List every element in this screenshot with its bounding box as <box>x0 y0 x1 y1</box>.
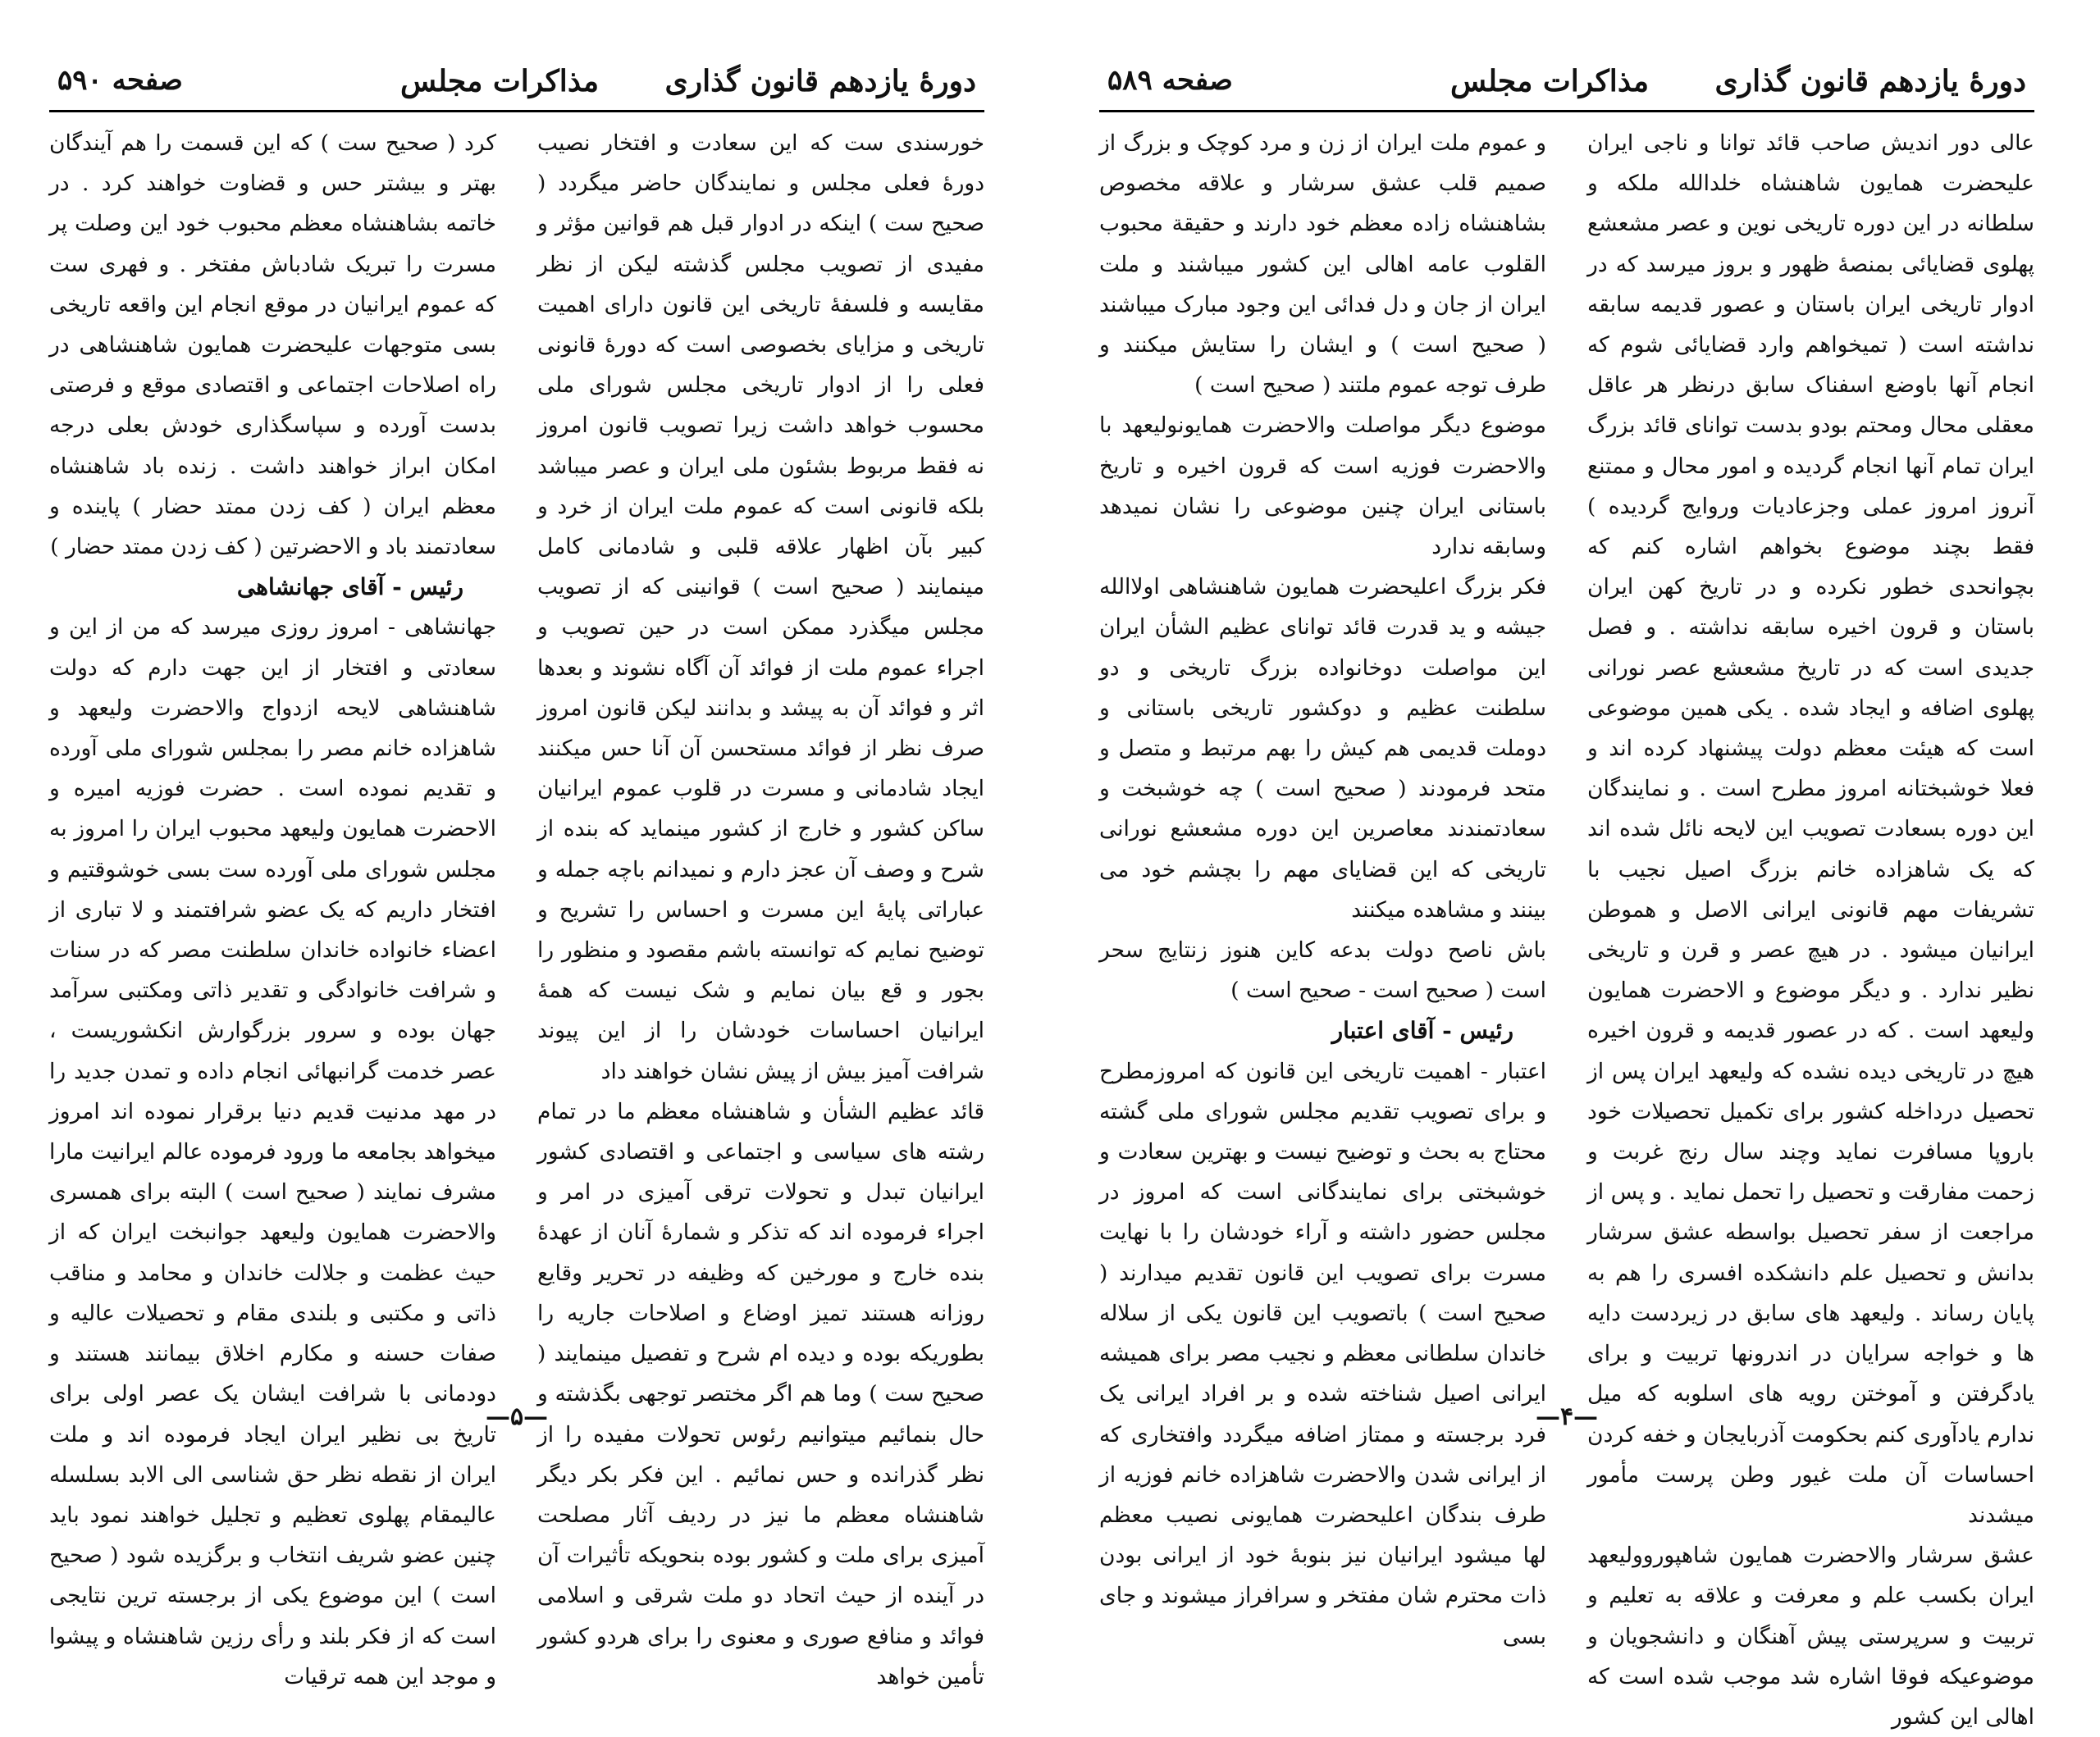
session-title: دورهٔ یازدهم قانون گذاری <box>664 64 976 98</box>
publication-title: مذاکرات مجلس <box>1450 64 1649 98</box>
paragraph: فکر بزرگ اعلیحضرت همایون شاهنشاهی اولاالله جیشه و ید قدرت قائد توانای عظیم الشأن ایران این مواصلت دوخانواده بزرگ تاریخی و دو سلطنت عظیم و دوکشور تاریخی باستانی و دوملت قدیمی هم کیش را بهم مرتبط و متصل و متحد فرمودند ( صحیح است ) چه خوشبخت و سعادتمندند معاصرین این دوره مشعشع نورانی تاریخی که این قضایای مهم را بچشم خود می بینند و مشاهده میکنند <box>1099 574 1546 923</box>
speaker-heading: رئیس - آقای اعتبار <box>1331 1017 1513 1045</box>
publication-title: مذاکرات مجلس <box>400 64 599 98</box>
right-page <box>1099 57 2034 1730</box>
paragraph: باش ناصح دولت بدعه کاین هنوز زنتایج سحر است ( صحیح است - صحیح است ) <box>1099 937 1546 1004</box>
page-footer-number: —۴— <box>1535 1402 1599 1431</box>
paragraph: خورسندی ست که این سعادت و افتخار نصیب دورهٔ فعلی مجلس و نمایندگان حاضر میگردد ( صحیح ست ) اینکه در ادوار قبل هم قوانین مؤثر و مفیدی از تصویب مجلس گذشته لیکن از نظر مقایسه و فلسفهٔ تاریخی این قانون دارای اهمیت تاریخی و مزایای بخصوصی است که دورهٔ قانونی فعلی را از ادوار تاریخی مجلس شورای ملی محسوب خواهد داشت زیرا تصویب قانون امروز نه فقط مربوط بشئون ملی ایران و عصر میباشد بلکه قانونی است که عموم ملت ایران از خرد و کبیر بآن اظهار علاقه قلبی و شادمانی کامل مینمایند ( صحیح است ) قوانینی که از تصویب مجلس میگذرد ممکن است در حین تصویب و اجراء عموم ملت از فوائد آن آگاه نشوند و بعدها اثر و فوائد آن به پیشد و بدانند لیکن قانون امروز صرف نظر از فوائد مستحسن آن آنا حس میکنند ایجاد شادمانی و مسرت در قلوب عموم ایرانیان ساکن کشور و خارج از کشور مینماید که بنده از شرح و وصف آن عجز دارم و نمیدانم باچه جمله و عباراتی پایهٔ این مسرت و احساس را تشریح و توضیح نمایم که توانسته باشم مقصود و منظور را بجور و قع بیان نمایم و شک نیست که همهٔ ایرانیان احساسات خودشان را از این پیوند شرافت آمیز بیش از پیش نشان خواهند داد <box>537 130 984 1084</box>
paragraph: جهانشاهی - امروز روزی میرسد که من از این و سعادتی و افتخار از این جهت دارم که دولت شاهنشاهی لایحه ازدواج والاحضرت ولیعهد و شاهزاده خانم مصر را بمجلس شورای ملی آورده و تقدیم نموده است . حضرت فوزیه امیره و الاحضرت همایون ولیعهد محبوب ایران را امروز به مجلس شورای ملی آورده ست بسی خوشوقتیم و افتخار داریم که یک عضو شرافتمند و لا تباری از اعضاء خانواده خاندان سلطنت مصر که در سنات و شرافت خانوادگی و تقدیر ذاتی ومکتبی سرآمد جهان بوده و سرور بزرگوارش انکشوریست ، عصر خدمت گرانبهائی انجام داده و تمدن جدید را در مهد مدنیت قدیم دنیا برقرار نموده اند امروز میخواهد بجامعه ما ورود فرموده عالم ایرانیت مارا مشرف نمایند ( صحیح است ) البته برای همسری والاحضرت همایون ولیعهد جوانبخت ایران که از حیث عظمت و جلالت خاندان و محامد و مناقب ذاتی و مکتبی و بلندی مقام و تحصیلات عالیه و صفات حسنه و مکارم اخلاق بیمانند هستند و دودمانی با شرافت ایشان یک عصر اولی برای تاریخ بی نظیر ایران ایجاد فرموده اند و ملت ایران از نقطه نظر حق شناسی الی الابد بسلسله عالیمقام پهلوی تعظیم و تجلیل خواهند نمود باید چنین عضو شریف انتخاب و برگزیده شود ( صحیح است ) این موضوع یکی از برجسته ترین نتایجی است که از فکر بلند و رأی رزین شاهنشاه و پیشوا و موجد این همه ترقیات <box>49 614 496 1689</box>
paragraph: موضوع دیگر مواصلت والاحضرت همایونولیعهد با والاحضرت فوزیه است که قرون اخیره و تاریخ باستانی ایران چنین موضوعی را نشان نمیدهد وسابقه ندارد <box>1099 413 1546 560</box>
page-footer-number: —۵— <box>485 1402 549 1431</box>
session-title: دورهٔ یازدهم قانون گذاری <box>1714 64 2026 98</box>
paragraph: عشق سرشار والاحضرت همایون شاهپوروولیعهد ایران بکسب علم و معرفت و علاقه به تعلیم و تربیت و سرپرستی پیش آهنگان و دانشجویان و موضوعیکه فوقا اشاره شد موجب شده است که اهالی این کشور <box>1587 1543 2034 1730</box>
paragraph: عالی دور اندیش صاحب قائد توانا و ناجی ایران علیحضرت همایون شاهنشاه خلدالله ملکه و سلطانه در این دوره تاریخی نوین و عصر مشعشع پهلوی قضایائی بمنصهٔ ظهور و بروز میرسد که در ادوار تاریخی ایران باستان و عصور قدیمه سابقه نداشته است ( تمیخواهم وارد قضایائی شوم که انجام آنها باوضع اسفناک سابق درنظر هر عاقل معقلی محال ومحتم بودو بدست توانای قائد بزرگ ایران تمام آنها انجام گردیده و امور محال و ممتنع آنروز امروز عملی وجزعادیات وروایج گردیده ) فقط بچند موضوع بخواهم اشاره کنم که بچوانحدی خطور نکرده و در تاریخ کهن ایران باستان و قرون اخیره سابقه نداشته . و فصل جدیدی است که در تاریخ مشعشع عصر نورانی پهلوی اضافه و ایجاد شده . یکی همین موضوعی است که هیئت معظم دولت پیشنهاد کرده اند و فعلا خوشبختانه امروز مطرح است . و نمایندگان این دوره بسعادت تصویب این لایحه نائل شده اند که یک شاهزاده خانم بزرگ اصیل نجیب با تشریفات مهم قانونی ایرانی الاصل و هموطن ایرانیان میشود . در هیچ عصر و قرن و تاریخی نظیر ندارد . و دیگر موضوع و الاحضرت همایون ولیعهد است . که در عصور قدیمه و قرون اخیره هیچ در تاریخی دیده نشده که ولیعهد ایران پس از تحصیل درداخله کشور برای تکمیل تحصیلات خود باروپا مسافرت نماید وچند سال رنج غربت و زحمت مفارقت و تحصیل را تحمل نماید . و پس از مراجعت از سفر تحصیل بواسطه عشق سرشار بدانش و تحصیل علم دانشکده افسری را هم به پایان رساند . ولیعهد های سابق در زیردست دایه ها و خواجه سرایان در اندرونها تربیت و برای یادگرفتن و آموختن رویه های اسلوبه که میل ندارم یادآوری کنم بحکومت آذربایجان و خفه کردن احساسات آن ملت غیور وطن پرست مأمور میشدند <box>1587 130 2034 1528</box>
page-number: صفحه ۵۸۹ <box>1107 64 1233 97</box>
page-header <box>1099 57 2034 112</box>
text-columns <box>1099 123 2034 1730</box>
column-right <box>1587 123 2034 1730</box>
text-columns <box>49 123 984 1689</box>
paragraph: کرد ( صحیح ست ) که این قسمت را هم آیندگان بهتر و بیشتر حس و قضاوت خواهند کرد . در خاتمه بشاهنشاه معظم محبوب خود این وصلت پر مسرت را تبریک شادباش مفتخر . و فهری ست که عموم ایرانیان در موقع انجام این واقعه تاریخی بسی متوجهات علیحضرت همایون شاهنشاهی در راه اصلاحات اجتماعی و اقتصادی موقع و فرصتی بدست آورده و سپاسگذاری خودش بعلی درجه امکان ابراز خواهند داشت . زنده باد شاهنشاه معظم ایران ( کف زدن ممتد حضار ) پاینده و سعادتمند باد و الاحضرتین ( کف زدن ممتد حضار ) <box>49 130 496 560</box>
column-left <box>49 123 496 1689</box>
column-left <box>1099 123 1546 1649</box>
column-right <box>537 123 984 1689</box>
paragraph: و عموم ملت ایران از زن و مرد کوچک و بزرگ از صمیم قلب عشق سرشار و علاقه مخصوص بشاهنشاه زاده معظم خود دارند و حقیقة محبوب القلوب عامه اهالی این کشور میباشند و ملت ایران از جان و دل فدائی این وجود مبارک میباشند ( صحیح است ) و ایشان را ستایش میکنند و طرف توجه عموم ملتند ( صحیح است ) <box>1099 130 1546 399</box>
page-header <box>49 57 984 112</box>
left-page <box>49 57 984 1689</box>
paragraph: قائد عظیم الشأن و شاهنشاه معظم ما در تمام رشته های سیاسی و اجتماعی و اقتصادی کشور ایرانیان تبدل و تحولات ترقی آمیزی در امر و اجراء فرموده اند که تذکر و شمارهٔ آنان از عهدهٔ بنده خارج و مورخین که وظیفه در تحریر وقایع روزانه هستند تمیز اوضاع و اصلاحات جاریه را بطوریکه بوده و دیده ام شرح و تفصیل مینمایند ( صحیح ست ) وما هم اگر مختصر توجهی بگذشته و حال بنمائیم میتوانیم رئوس تحولات مفیده را از نظر گذرانده و حس نمائیم . این فکر بکر دیگر شاهنشاه معظم ما نیز در ردیف آثار مصلحت آمیزی برای ملت و کشور بوده بنحویکه تأثیرات آن در آینده از حیث اتحاد دو ملت شرقی و اسلامی فوائد و منافع صوری و معنوی را برای هردو کشور تأمین خواهد <box>537 1098 984 1689</box>
page-number: صفحه ۵۹۰ <box>57 64 183 97</box>
paragraph: اعتبار - اهمیت تاریخی این قانون که امروزمطرح و برای تصویب تقدیم مجلس شورای ملی گشته محتاج به بحث و توضیح نیست و بهترین سعادت و خوشبختی برای نمایندگانی است که امروز در مجلس حضور داشته و آراء خودشان را با نهایت مسرت برای تصویب این قانون تقدیم میدارند ( صحیح است ) باتصویب این قانون یکی از سلاله خاندان سلطانی معظم و نجیب مصر برای همیشه ایرانی اصیل شناخته شده و بر افراد ایرانی یک فرد برجسته و ممتاز اضافه میگردد وافتخاری که از ایرانی شدن والاحضرت شاهزاده خانم فوزیه از طرف بندگان اعلیحضرت همایونی نصیب معظم لها میشود ایرانیان نیز بنوبهٔ خود از ایرانی بودن ذات محترم شان مفتخر و سرافراز میشوند و جای بسی <box>1099 1058 1546 1649</box>
speaker-heading: رئیس - آقای جهانشاهی <box>236 573 463 601</box>
